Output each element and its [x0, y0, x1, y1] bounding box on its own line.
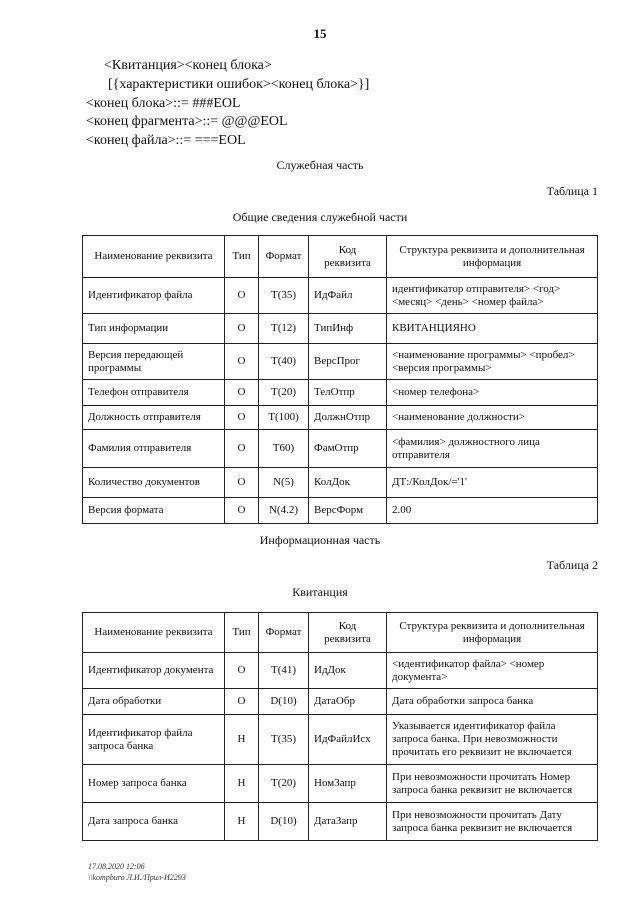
table-2: [82, 612, 598, 841]
table-row: [83, 314, 598, 344]
table1-title: Общие сведения служебной части: [232, 210, 408, 224]
table-cell: <номер телефона>: [387, 380, 598, 406]
table-cell: Т(40): [259, 344, 309, 380]
section2-title: Информационная часть: [259, 533, 381, 547]
table-cell: Н: [225, 715, 259, 765]
table-cell: ДатаЗапр: [309, 803, 387, 841]
table-1: [82, 235, 598, 524]
table-row: [83, 498, 598, 524]
table-cell: О: [225, 468, 259, 498]
table-cell: КВИТАНЦИЯНО: [387, 314, 598, 344]
table-cell: Идентификатор файла: [83, 278, 225, 314]
table-row: [83, 380, 598, 406]
page-number: 15: [313, 26, 327, 41]
table-cell: 2.00: [387, 498, 598, 524]
table2-title: Квитанция: [292, 585, 348, 599]
table1-label: Таблица 1: [546, 184, 598, 198]
table-cell: ИдДок: [309, 653, 387, 689]
table-cell: ИдФайлИсх: [309, 715, 387, 765]
table-cell: Дата обработки: [83, 689, 225, 715]
table-cell: Номер запроса банка: [83, 765, 225, 803]
table2-label: Таблица 2: [546, 558, 598, 572]
table-cell: <фамилия> должностного лица отправителя: [387, 430, 598, 468]
table-row: [83, 344, 598, 380]
table-cell: ИдФайл: [309, 278, 387, 314]
table-cell: Н: [225, 765, 259, 803]
table-cell: ВерсПрог: [309, 344, 387, 380]
table-cell: О: [225, 380, 259, 406]
table-cell: Версия передающей программы: [83, 344, 225, 380]
table-cell: N(4.2): [259, 498, 309, 524]
table-cell: Т(100): [259, 406, 309, 430]
table-cell: Должность отправителя: [83, 406, 225, 430]
table-cell: Версия формата: [83, 498, 225, 524]
table-cell: Дата запроса банка: [83, 803, 225, 841]
table-row: [83, 653, 598, 689]
table-cell: О: [225, 498, 259, 524]
table-cell: ТипИнф: [309, 314, 387, 344]
table-cell: О: [225, 430, 259, 468]
table-row: [83, 430, 598, 468]
table-row: [83, 765, 598, 803]
table2-header-structure: Структура реквизита и дополнительная информация: [387, 613, 598, 653]
table-cell: Т(35): [259, 715, 309, 765]
table-cell: О: [225, 314, 259, 344]
table-cell: КолДок: [309, 468, 387, 498]
table2-header-format: Формат: [259, 613, 309, 653]
code-line-5: <конец файла>::= ===EOL: [86, 133, 246, 148]
table1-header-code: Код реквизита: [309, 236, 387, 278]
table1-header-type: Тип: [225, 236, 259, 278]
table-row: [83, 803, 598, 841]
table-cell: О: [225, 344, 259, 380]
table-cell: D(10): [259, 689, 309, 715]
section1-title: Служебная часть: [276, 158, 364, 172]
code-line-1: <Квитанция><конец блока>: [104, 58, 272, 73]
code-line-4: <конец фрагмента>::= @@@EOL: [86, 114, 288, 129]
table1-header-format: Формат: [259, 236, 309, 278]
table-cell: Количество документов: [83, 468, 225, 498]
table-cell: Идентификатор документа: [83, 653, 225, 689]
table-cell: При невозможности прочитать Дату запроса банка реквизит не включается: [387, 803, 598, 841]
table-cell: ФамОтпр: [309, 430, 387, 468]
table2-header-name: Наименование реквизита: [83, 613, 225, 653]
table-cell: ВерсФорм: [309, 498, 387, 524]
table-cell: ДТ:/КолДок/='1': [387, 468, 598, 498]
table-cell: <наименование программы> <пробел> <версия программы>: [387, 344, 598, 380]
table-cell: Т60): [259, 430, 309, 468]
table1-header-structure: Структура реквизита и дополнительная информация: [387, 236, 598, 278]
table-row: [83, 715, 598, 765]
table-cell: О: [225, 689, 259, 715]
table-cell: ТелОтпр: [309, 380, 387, 406]
table-cell: идентификатор отправителя> <год> <месяц> <день> <номер файла>: [387, 278, 598, 314]
table-cell: <наименование должности>: [387, 406, 598, 430]
table-cell: Т(20): [259, 765, 309, 803]
table1-header-name: Наименование реквизита: [83, 236, 225, 278]
table-cell: <идентификатор файла> <номер документа>: [387, 653, 598, 689]
table2-header-code: Код реквизита: [309, 613, 387, 653]
table-cell: Идентификатор файла запроса банка: [83, 715, 225, 765]
code-line-3: <конец блока>::= ###EOL: [86, 96, 241, 111]
footer-path: \\kompburo Л.И./Прил-И2293: [88, 873, 186, 882]
table-cell: Т(12): [259, 314, 309, 344]
table-cell: При невозможности прочитать Номер запроса банка реквизит не включается: [387, 765, 598, 803]
code-line-2: [{характеристики ошибок><конец блока>}]: [108, 77, 370, 92]
table-cell: ДатаОбр: [309, 689, 387, 715]
table-cell: О: [225, 278, 259, 314]
table-cell: О: [225, 406, 259, 430]
table-cell: ДолжнОтпр: [309, 406, 387, 430]
table-cell: О: [225, 653, 259, 689]
table-row: [83, 278, 598, 314]
table-cell: Т(20): [259, 380, 309, 406]
table-row: [83, 468, 598, 498]
table-cell: Т(41): [259, 653, 309, 689]
footer-timestamp: 17.08.2020 12:06: [88, 862, 145, 871]
table-cell: НомЗапр: [309, 765, 387, 803]
table-cell: Телефон отправителя: [83, 380, 225, 406]
table2-header-type: Тип: [225, 613, 259, 653]
table-cell: Фамилия отправителя: [83, 430, 225, 468]
table-cell: Н: [225, 803, 259, 841]
table-cell: N(5): [259, 468, 309, 498]
table-row: [83, 406, 598, 430]
table-cell: D(10): [259, 803, 309, 841]
table-cell: Указывается идентификатор файла запроса банка. При невозможности прочитать его реквизит не включается: [387, 715, 598, 765]
table-cell: Дата обработки запроса банка: [387, 689, 598, 715]
table-cell: Тип информации: [83, 314, 225, 344]
table-cell: Т(35): [259, 278, 309, 314]
table-row: [83, 689, 598, 715]
